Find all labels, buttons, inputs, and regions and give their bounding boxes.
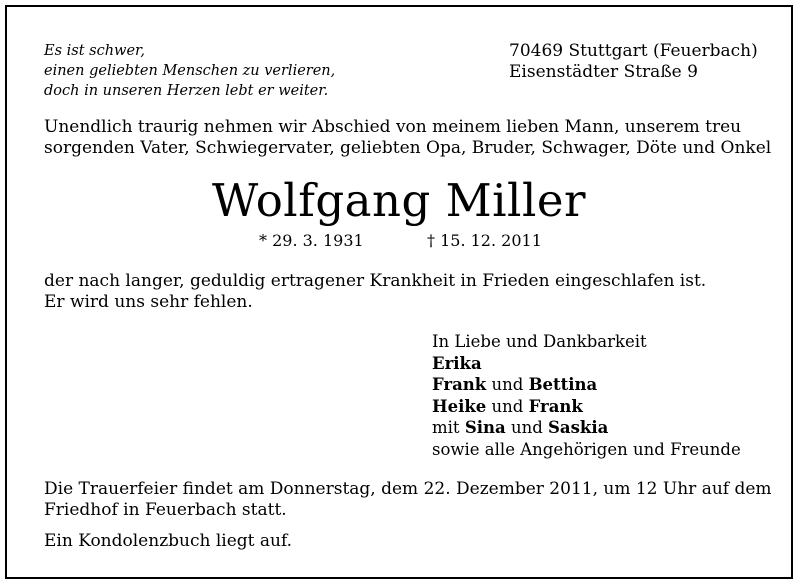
mourner-line bbox=[432, 353, 741, 375]
mourner-line bbox=[432, 374, 741, 396]
mourner-name: Frank bbox=[432, 375, 487, 394]
service-line: Die Trauerfeier findet am Donnerstag, dem 22. Dezember 2011, um 12 Uhr auf dem bbox=[44, 479, 772, 499]
mourner-name: Erika bbox=[432, 353, 482, 373]
service-line: Friedhof in Feuerbach statt. bbox=[44, 500, 287, 520]
conjunction: und bbox=[491, 375, 524, 394]
condolence-line: Ein Kondolenzbuch liegt auf. bbox=[44, 531, 293, 551]
verse-line: einen geliebten Menschen zu verlieren, bbox=[44, 63, 336, 79]
passing-text bbox=[44, 271, 706, 313]
funeral-service-info bbox=[44, 479, 772, 552]
mourner-name: Sina bbox=[464, 418, 506, 437]
intro-line: Unendlich traurig nehmen wir Abschied von meinem lieben Mann, unserem treu bbox=[44, 117, 742, 137]
intro-text bbox=[44, 117, 771, 159]
address-city: 70469 Stuttgart (Feuerbach) bbox=[509, 41, 758, 61]
family-address bbox=[509, 41, 758, 83]
relatives-line: sowie alle Angehörigen und Freunde bbox=[432, 439, 741, 459]
verse-line: Es ist schwer, bbox=[44, 43, 145, 59]
mourner-name: Frank bbox=[528, 396, 583, 416]
passing-line: der nach langer, geduldig ertragener Krankheit in Frieden eingeschlafen ist. bbox=[44, 271, 707, 291]
conjunction: und bbox=[491, 396, 524, 416]
death-date: † 15. 12. 2011 bbox=[427, 231, 542, 250]
address-street: Eisenstädter Straße 9 bbox=[509, 62, 698, 82]
memorial-verse bbox=[44, 41, 335, 101]
passing-line: Er wird uns sehr fehlen. bbox=[44, 292, 253, 312]
mourner-line bbox=[432, 417, 741, 439]
deceased-name: Wolfgang Miller bbox=[212, 174, 586, 227]
conjunction: und bbox=[510, 418, 543, 437]
verse-line: doch in unseren Herzen lebt er weiter. bbox=[44, 83, 329, 99]
mourner-name: Bettina bbox=[528, 375, 598, 394]
mourners-list bbox=[432, 331, 741, 460]
conjunction: mit bbox=[432, 418, 460, 437]
intro-line: sorgenden Vater, Schwiegervater, geliebten Opa, Bruder, Schwager, Döte und Onkel bbox=[44, 138, 772, 158]
mourner-line bbox=[432, 396, 741, 418]
mourner-name: Saskia bbox=[548, 418, 609, 437]
birth-date: * 29. 3. 1931 bbox=[259, 231, 364, 250]
mourner-name: Heike bbox=[432, 396, 487, 416]
obituary-notice bbox=[5, 5, 793, 579]
mourners-heading: In Liebe und Dankbarkeit bbox=[432, 332, 647, 351]
